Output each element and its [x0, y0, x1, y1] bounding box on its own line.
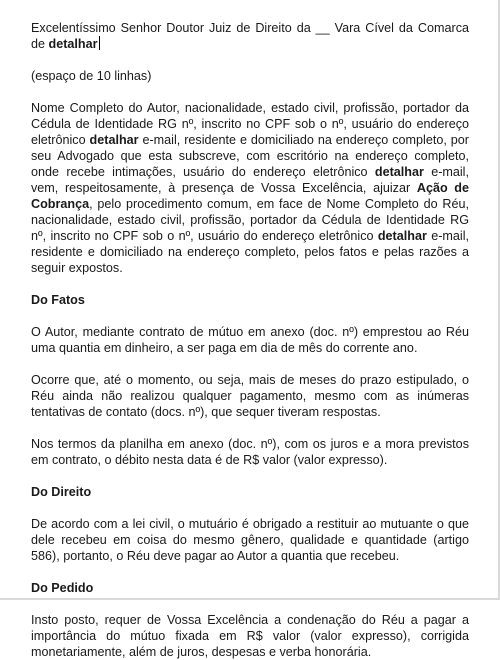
intro-placeholder: detalhar	[89, 133, 139, 147]
address-line	[31, 20, 469, 52]
pedido-paragraph-1: Insto posto, requer de Vossa Excelência a condenação do Réu a pagar a importância do mútuo fixada em R$ valor (valor expresso), corrigida monetariamente, além de juros, despesas e verba honorária.	[31, 613, 469, 659]
address-placeholder: detalhar	[48, 37, 98, 51]
spacing-note: (espaço de 10 linhas)	[31, 69, 152, 83]
address-text: Excelentíssimo Senhor Doutor Juiz de Direito da __ Vara Cível da Comarca de	[31, 21, 469, 51]
intro-text: e-mail, vem, respeitosamente, à presença de Vossa Excelência, ajuizar	[31, 165, 469, 195]
action-name: Ação de Cobrança	[31, 181, 470, 211]
intro-text: e-mail, residente e domiciliado na endereço completo, pelos fatos e pelas razões a seguir expostos.	[31, 229, 469, 275]
intro-text: e-mail, residente e domiciliado na endereço completo, por seu Advogado que esta subscreve, com escritório na endereço completo, onde recebe intimações, usuário do endereço eletrônico	[31, 133, 469, 179]
section-title-direito: Do Direito	[31, 485, 92, 499]
fatos-paragraph-1: O Autor, mediante contrato de mútuo em anexo (doc. nº) emprestou ao Réu uma quantia em dinheiro, a ser paga em dia de mês do corrente ano.	[31, 325, 469, 355]
intro-placeholder: detalhar	[377, 229, 427, 243]
section-title-pedido: Do Pedido	[31, 581, 94, 595]
section-title-fatos: Do Fatos	[31, 293, 85, 307]
intro-text: Nome Completo do Autor, nacionalidade, estado civil, profissão, portador da Cédula de Identidade RG nº, inscrito no CPF sob o nº, usuário do endereço eletrônico	[31, 101, 469, 147]
fatos-paragraph-3: Nos termos da planilha em anexo (doc. nº), com os juros e a mora previstos em contrato, o débito nesta data é de R$ valor (valor expresso).	[31, 437, 469, 467]
intro-paragraph	[31, 100, 469, 276]
fatos-paragraph-2: Ocorre que, até o momento, ou seja, mais de meses do prazo estipulado, o Réu ainda não realizou qualquer pagamento, mesmo com as inúmeras tentativas de contato (docs. nº), que sequer tiveram respostas.	[31, 373, 469, 419]
text-cursor	[99, 36, 100, 50]
direito-paragraph-1: De acordo com a lei civil, o mutuário é obrigado a restituir ao mutuante o que dele recebeu em coisa do mesmo gênero, qualidade e quantidade (artigo 586), portanto, o Réu deve pagar ao Autor a quantia que recebeu.	[31, 517, 469, 563]
intro-text: , pelo procedimento comum, em face de Nome Completo do Réu, nacionalidade, estado civil, profissão, portador da Cédula de Identidade RG nº, inscrito no CPF sob o nº, usuário do endereço eletrônico	[31, 197, 469, 243]
intro-placeholder: detalhar	[374, 165, 424, 179]
